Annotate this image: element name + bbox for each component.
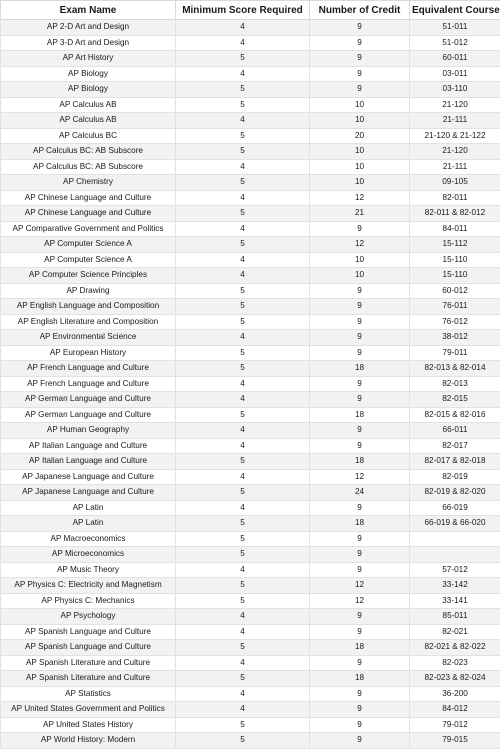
exam-name-cell: AP 3-D Art and Design (1, 35, 176, 51)
header-min-score: Minimum Score Required (176, 1, 310, 20)
credits-cell: 18 (310, 516, 410, 532)
equivalent-course-cell: 76-012 (410, 314, 500, 330)
table-row (1, 330, 500, 346)
exam-name-cell: AP Chinese Language and Culture (1, 190, 176, 206)
equivalent-course-cell: 15-110 (410, 268, 500, 284)
equivalent-course-cell: 84-011 (410, 221, 500, 237)
min-score-cell: 5 (176, 578, 310, 594)
header-row (1, 1, 500, 20)
equivalent-course-cell: 82-013 & 82-014 (410, 361, 500, 377)
equivalent-course-cell: 15-110 (410, 252, 500, 268)
min-score-cell: 5 (176, 175, 310, 191)
equivalent-course-cell: 82-017 & 82-018 (410, 454, 500, 470)
exam-name-cell: AP Calculus AB (1, 97, 176, 113)
equivalent-course-cell: 03-110 (410, 82, 500, 98)
exam-name-cell: AP Italian Language and Culture (1, 454, 176, 470)
min-score-cell: 5 (176, 283, 310, 299)
exam-name-cell: AP 2-D Art and Design (1, 20, 176, 36)
exam-name-cell: AP Computer Science A (1, 252, 176, 268)
table-header (1, 1, 500, 20)
min-score-cell: 4 (176, 35, 310, 51)
exam-name-cell: AP Italian Language and Culture (1, 438, 176, 454)
exam-name-cell: AP Spanish Language and Culture (1, 624, 176, 640)
min-score-cell: 4 (176, 469, 310, 485)
equivalent-course-cell: 82-019 & 82-020 (410, 485, 500, 501)
credits-cell: 9 (310, 392, 410, 408)
credits-cell: 18 (310, 454, 410, 470)
exam-name-cell: AP French Language and Culture (1, 361, 176, 377)
credits-cell: 9 (310, 423, 410, 439)
min-score-cell: 5 (176, 547, 310, 563)
table-row (1, 314, 500, 330)
credits-cell: 24 (310, 485, 410, 501)
equivalent-course-cell: 82-023 (410, 655, 500, 671)
table-row (1, 485, 500, 501)
equivalent-course-cell: 51-012 (410, 35, 500, 51)
credits-cell: 9 (310, 376, 410, 392)
credits-cell: 12 (310, 578, 410, 594)
credits-cell: 10 (310, 252, 410, 268)
min-score-cell: 5 (176, 717, 310, 733)
min-score-cell: 4 (176, 190, 310, 206)
equivalent-course-cell: 82-017 (410, 438, 500, 454)
min-score-cell: 4 (176, 252, 310, 268)
min-score-cell: 4 (176, 221, 310, 237)
min-score-cell: 4 (176, 268, 310, 284)
exam-name-cell: AP Macroeconomics (1, 531, 176, 547)
equivalent-course-cell: 85-011 (410, 609, 500, 625)
min-score-cell: 4 (176, 66, 310, 82)
equivalent-course-cell: 21-120 & 21-122 (410, 128, 500, 144)
equivalent-course-cell: 82-021 & 82-022 (410, 640, 500, 656)
min-score-cell: 4 (176, 423, 310, 439)
table-row (1, 655, 500, 671)
equivalent-course-cell (410, 531, 500, 547)
equivalent-course-cell: 82-021 (410, 624, 500, 640)
table-row (1, 640, 500, 656)
min-score-cell: 5 (176, 361, 310, 377)
equivalent-course-cell: 82-015 (410, 392, 500, 408)
table-row (1, 733, 500, 749)
credits-cell: 9 (310, 655, 410, 671)
credits-cell: 9 (310, 438, 410, 454)
credits-cell: 10 (310, 144, 410, 160)
credits-cell: 12 (310, 237, 410, 253)
min-score-cell: 5 (176, 516, 310, 532)
credits-cell: 12 (310, 469, 410, 485)
table-row (1, 717, 500, 733)
exam-name-cell: AP Drawing (1, 283, 176, 299)
exam-name-cell: AP Spanish Literature and Culture (1, 655, 176, 671)
equivalent-course-cell: 82-013 (410, 376, 500, 392)
exam-name-cell: AP Chemistry (1, 175, 176, 191)
equivalent-course-cell: 82-011 & 82-012 (410, 206, 500, 222)
table-row (1, 252, 500, 268)
table-row (1, 593, 500, 609)
exam-name-cell: AP Human Geography (1, 423, 176, 439)
exam-name-cell: AP Microeconomics (1, 547, 176, 563)
equivalent-course-cell: 09-105 (410, 175, 500, 191)
min-score-cell: 5 (176, 314, 310, 330)
table-row (1, 66, 500, 82)
min-score-cell: 4 (176, 624, 310, 640)
credits-cell: 9 (310, 283, 410, 299)
equivalent-course-cell: 21-111 (410, 113, 500, 129)
header-exam-name: Exam Name (1, 1, 176, 20)
equivalent-course-cell: 21-120 (410, 97, 500, 113)
equivalent-course-cell: 15-112 (410, 237, 500, 253)
table-row (1, 438, 500, 454)
credits-cell: 9 (310, 345, 410, 361)
min-score-cell: 5 (176, 593, 310, 609)
credits-cell: 9 (310, 51, 410, 67)
exam-name-cell: AP German Language and Culture (1, 407, 176, 423)
credits-cell: 10 (310, 175, 410, 191)
credits-cell: 18 (310, 407, 410, 423)
table-row (1, 299, 500, 315)
table-row (1, 159, 500, 175)
credits-cell: 18 (310, 671, 410, 687)
exam-name-cell: AP Psychology (1, 609, 176, 625)
min-score-cell: 5 (176, 51, 310, 67)
table-row (1, 469, 500, 485)
exam-name-cell: AP Latin (1, 516, 176, 532)
min-score-cell: 5 (176, 128, 310, 144)
credits-cell: 9 (310, 82, 410, 98)
credits-cell: 20 (310, 128, 410, 144)
equivalent-course-cell: 82-023 & 82-024 (410, 671, 500, 687)
credits-cell: 9 (310, 35, 410, 51)
exam-name-cell: AP United States Government and Politics (1, 702, 176, 718)
min-score-cell: 5 (176, 531, 310, 547)
min-score-cell: 5 (176, 671, 310, 687)
min-score-cell: 5 (176, 345, 310, 361)
table-row (1, 82, 500, 98)
table-row (1, 609, 500, 625)
table-row (1, 376, 500, 392)
credits-cell: 18 (310, 640, 410, 656)
equivalent-course-cell: 79-015 (410, 733, 500, 749)
credits-cell: 10 (310, 97, 410, 113)
credits-cell: 9 (310, 686, 410, 702)
credits-cell: 10 (310, 268, 410, 284)
exam-name-cell: AP Spanish Language and Culture (1, 640, 176, 656)
exam-name-cell: AP European History (1, 345, 176, 361)
credits-cell: 9 (310, 624, 410, 640)
table-row (1, 206, 500, 222)
credits-cell: 9 (310, 314, 410, 330)
credits-cell: 21 (310, 206, 410, 222)
min-score-cell: 5 (176, 485, 310, 501)
exam-name-cell: AP English Literature and Composition (1, 314, 176, 330)
min-score-cell: 5 (176, 97, 310, 113)
equivalent-course-cell: 79-012 (410, 717, 500, 733)
table-row (1, 268, 500, 284)
exam-name-cell: AP Calculus BC (1, 128, 176, 144)
credits-cell: 10 (310, 113, 410, 129)
min-score-cell: 4 (176, 159, 310, 175)
credits-cell: 9 (310, 609, 410, 625)
table-row (1, 20, 500, 36)
credits-cell: 10 (310, 159, 410, 175)
exam-name-cell: AP French Language and Culture (1, 376, 176, 392)
credits-cell: 9 (310, 66, 410, 82)
equivalent-course-cell: 76-011 (410, 299, 500, 315)
equivalent-course-cell: 03-011 (410, 66, 500, 82)
min-score-cell: 4 (176, 376, 310, 392)
table-row (1, 221, 500, 237)
min-score-cell: 5 (176, 733, 310, 749)
table-row (1, 454, 500, 470)
credits-cell: 9 (310, 330, 410, 346)
min-score-cell: 5 (176, 407, 310, 423)
table-row (1, 361, 500, 377)
exam-name-cell: AP Chinese Language and Culture (1, 206, 176, 222)
credits-cell: 9 (310, 733, 410, 749)
table-row (1, 547, 500, 563)
credits-cell: 9 (310, 717, 410, 733)
equivalent-course-cell: 60-011 (410, 51, 500, 67)
credits-cell: 18 (310, 361, 410, 377)
exam-name-cell: AP Computer Science Principles (1, 268, 176, 284)
credits-cell: 9 (310, 299, 410, 315)
credits-cell: 9 (310, 20, 410, 36)
table-row (1, 35, 500, 51)
exam-name-cell: AP Japanese Language and Culture (1, 485, 176, 501)
min-score-cell: 5 (176, 206, 310, 222)
credits-cell: 9 (310, 221, 410, 237)
exam-name-cell: AP Biology (1, 82, 176, 98)
exam-name-cell: AP English Language and Composition (1, 299, 176, 315)
min-score-cell: 4 (176, 500, 310, 516)
table-row (1, 144, 500, 160)
table-row (1, 345, 500, 361)
table-row (1, 237, 500, 253)
equivalent-course-cell: 36-200 (410, 686, 500, 702)
min-score-cell: 4 (176, 20, 310, 36)
table-row (1, 671, 500, 687)
table-row (1, 407, 500, 423)
table-row (1, 500, 500, 516)
table-row (1, 686, 500, 702)
table-row (1, 423, 500, 439)
equivalent-course-cell: 21-120 (410, 144, 500, 160)
equivalent-course-cell: 82-015 & 82-016 (410, 407, 500, 423)
equivalent-course-cell: 60-012 (410, 283, 500, 299)
exam-name-cell: AP Physics C: Electricity and Magnetism (1, 578, 176, 594)
min-score-cell: 5 (176, 640, 310, 656)
min-score-cell: 4 (176, 330, 310, 346)
equivalent-course-cell: 57-012 (410, 562, 500, 578)
min-score-cell: 4 (176, 562, 310, 578)
exam-name-cell: AP Computer Science A (1, 237, 176, 253)
min-score-cell: 5 (176, 82, 310, 98)
equivalent-course-cell: 82-019 (410, 469, 500, 485)
exam-name-cell: AP Environmental Science (1, 330, 176, 346)
equivalent-course-cell: 66-019 & 66-020 (410, 516, 500, 532)
table-row (1, 392, 500, 408)
exam-name-cell: AP Biology (1, 66, 176, 82)
table-row (1, 531, 500, 547)
table-row (1, 113, 500, 129)
equivalent-course-cell: 82-011 (410, 190, 500, 206)
table-row (1, 578, 500, 594)
table-row (1, 97, 500, 113)
equivalent-course-cell: 79-011 (410, 345, 500, 361)
equivalent-course-cell: 66-011 (410, 423, 500, 439)
table-row (1, 516, 500, 532)
equivalent-course-cell: 84-012 (410, 702, 500, 718)
equivalent-course-cell: 38-012 (410, 330, 500, 346)
min-score-cell: 5 (176, 144, 310, 160)
exam-name-cell: AP Comparative Government and Politics (1, 221, 176, 237)
min-score-cell: 4 (176, 702, 310, 718)
exam-name-cell: AP Spanish Literature and Culture (1, 671, 176, 687)
credits-cell: 9 (310, 562, 410, 578)
min-score-cell: 5 (176, 299, 310, 315)
min-score-cell: 4 (176, 392, 310, 408)
equivalent-course-cell: 21-111 (410, 159, 500, 175)
equivalent-course-cell (410, 547, 500, 563)
exam-name-cell: AP Calculus AB (1, 113, 176, 129)
credits-cell: 9 (310, 547, 410, 563)
credits-cell: 9 (310, 500, 410, 516)
exam-name-cell: AP German Language and Culture (1, 392, 176, 408)
exam-name-cell: AP Calculus BC: AB Subscore (1, 144, 176, 160)
exam-name-cell: AP Physics C: Mechanics (1, 593, 176, 609)
table-row (1, 283, 500, 299)
table-row (1, 562, 500, 578)
min-score-cell: 4 (176, 609, 310, 625)
exam-name-cell: AP Art History (1, 51, 176, 67)
table-row (1, 128, 500, 144)
min-score-cell: 4 (176, 438, 310, 454)
table-row (1, 624, 500, 640)
table-body (1, 20, 500, 749)
exam-name-cell: AP Calculus BC: AB Subscore (1, 159, 176, 175)
min-score-cell: 4 (176, 113, 310, 129)
equivalent-course-cell: 33-141 (410, 593, 500, 609)
min-score-cell: 5 (176, 237, 310, 253)
credits-cell: 9 (310, 531, 410, 547)
exam-name-cell: AP United States History (1, 717, 176, 733)
exam-name-cell: AP Statistics (1, 686, 176, 702)
exam-name-cell: AP World History: Modern (1, 733, 176, 749)
header-credits: Number of Credit (310, 1, 410, 20)
min-score-cell: 4 (176, 686, 310, 702)
credits-cell: 12 (310, 190, 410, 206)
exam-name-cell: AP Latin (1, 500, 176, 516)
credits-cell: 9 (310, 702, 410, 718)
header-equivalent-course: Equivalent Course (410, 1, 500, 20)
equivalent-course-cell: 51-011 (410, 20, 500, 36)
min-score-cell: 4 (176, 655, 310, 671)
table-row (1, 175, 500, 191)
equivalent-course-cell: 33-142 (410, 578, 500, 594)
table-row (1, 51, 500, 67)
equivalent-course-cell: 66-019 (410, 500, 500, 516)
exam-name-cell: AP Music Theory (1, 562, 176, 578)
min-score-cell: 5 (176, 454, 310, 470)
table-row (1, 190, 500, 206)
exam-name-cell: AP Japanese Language and Culture (1, 469, 176, 485)
credits-cell: 12 (310, 593, 410, 609)
table-row (1, 702, 500, 718)
